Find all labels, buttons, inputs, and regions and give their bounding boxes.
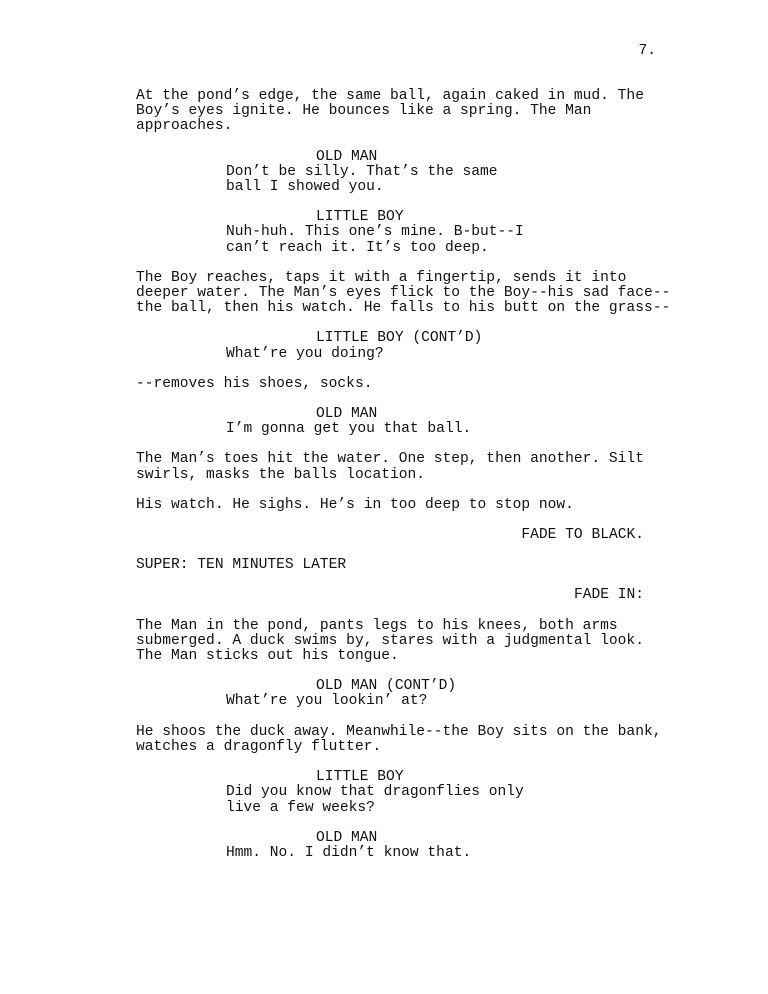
action-line: The Man’s toes hit the water. One step, then another. Silt swirls, masks the balls location. — [136, 451, 644, 483]
action-line: His watch. He sighs. He’s in too deep to stop now. — [136, 496, 574, 513]
action-line: At the pond’s edge, the same ball, again caked in mud. The Boy’s eyes ignite. He bounces like a spring. The Man approaches. — [136, 88, 644, 135]
character-name: OLD MAN — [316, 148, 378, 165]
transition: FADE IN: — [573, 587, 644, 604]
character-name: LITTLE BOY (CONT’D) — [316, 330, 483, 347]
dialogue-text: I’m gonna get you that ball. — [226, 421, 472, 438]
page-number: 7. — [638, 43, 656, 59]
dialogue-text: Don’t be silly. That’s the same ball I showed you. — [226, 163, 498, 196]
dialogue-block — [136, 679, 676, 709]
dialogue-block — [136, 331, 676, 361]
dialogue-text: Nuh-huh. This one’s mine. B-but--I can’t reach it. It’s too deep. — [226, 224, 524, 256]
dialogue-text: Did you know that dragonflies only live a few weeks? — [226, 784, 524, 816]
dialogue-block — [136, 210, 676, 256]
dialogue-text: Hmm. No. I didn’t know that. — [226, 844, 472, 861]
dialogue-block — [136, 407, 676, 437]
transition: FADE TO BLACK. — [521, 527, 644, 544]
action-line: The Man in the pond, pants legs to his knees, both arms submerged. A duck swims by, stares with a judgmental look. The Man sticks out his tongue. — [136, 617, 644, 665]
character-name: OLD MAN — [316, 829, 378, 846]
script-content — [136, 89, 676, 876]
character-name: LITTLE BOY — [316, 209, 404, 226]
character-name: OLD MAN — [316, 406, 378, 423]
character-name: OLD MAN (CONT’D) — [316, 678, 457, 695]
character-name: LITTLE BOY — [316, 769, 404, 786]
dialogue-block — [136, 150, 676, 196]
dialogue-text: What’re you lookin’ at? — [226, 693, 428, 710]
dialogue-block — [136, 831, 676, 861]
super-title: SUPER: TEN MINUTES LATER — [136, 557, 347, 574]
action-line: The Boy reaches, taps it with a fingertip, sends it into deeper water. The Man’s eyes flick to the Boy--his sad face-- the ball, then his watch. He falls to his butt on the grass-- — [136, 269, 671, 317]
dialogue-block — [136, 770, 676, 816]
dialogue-text: What’re you doing? — [226, 345, 384, 362]
action-line: He shoos the duck away. Meanwhile--the Boy sits on the bank, watches a dragonfly flutter. — [136, 723, 662, 755]
action-line: --removes his shoes, socks. — [136, 375, 373, 392]
